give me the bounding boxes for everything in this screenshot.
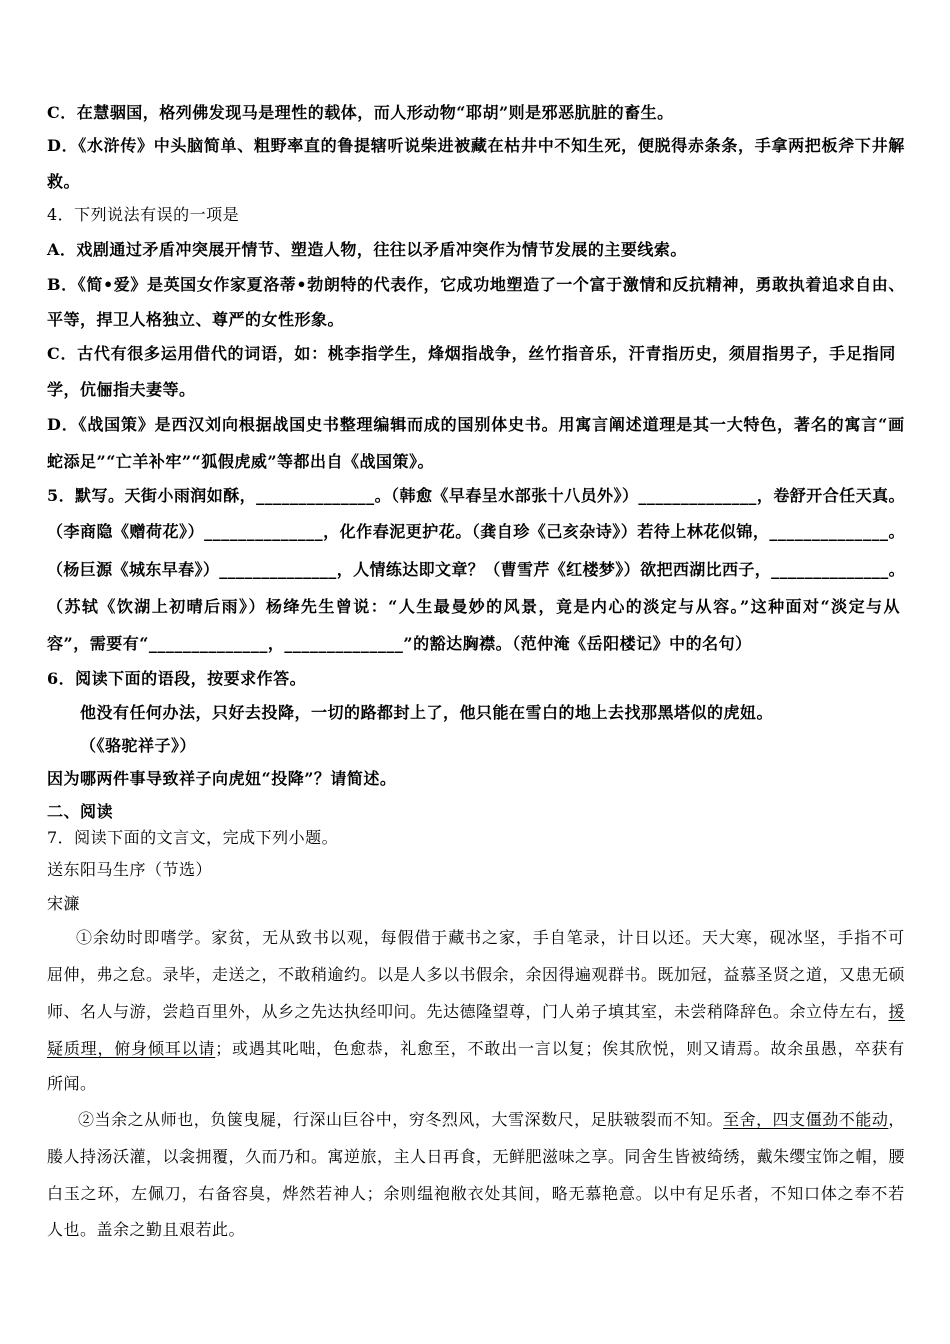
text-segment: 所闻。 [47,1074,97,1093]
q7-para-1-line-1 [76,928,905,948]
q5-line-5: 容”，需要有“______________，______________”的豁达胸襟。（范仲淹《岳阳楼记》中的名句） [47,634,752,653]
q3-option-c: C．在慧骃国，格列佛发现马是理性的载体，而人形动物“耶胡”则是邪恶肮脏的畜生。 [47,103,674,122]
underlined-phrase: 疑质理，俯身倾耳以请 [47,1039,216,1058]
q7-para-2-line-3 [47,1184,905,1204]
q4-stem: 4．下列说法有误的一项是 [47,205,240,224]
text-segment: 师、名人与游，尝趋百里外，从乡之先达执经叩问。先达德隆望尊，门人弟子填其室，未尝稍降辞色。余立侍左右， [47,1002,889,1021]
text-segment: 白玉之环，左佩刀，右备容臭，烨然若神人；余则缊袍敝衣处其间，略无慕艳意。以中有足乐者，不知口体之奉不若 [47,1184,905,1203]
q7-para-1-line-3 [47,1002,905,1022]
q6-question: 因为哪两件事导致祥子向虎妞“投降”？请简述。 [47,769,397,788]
q6-excerpt: 他没有任何办法，只好去投降，一切的路都封上了，他只能在雪白的地上去找那黑塔似的虎妞。 [80,703,774,722]
section-2-heading: 二、阅读 [47,802,114,821]
q4-option-d-line-1: D．《战国策》是西汉刘向根据战国史书整理编辑而成的国别体史书。用寓言阐述道理是其一大特色，著名的寓言“画 [47,415,905,434]
q5-line-1: 5．默写。天街小雨润如酥，______________。（韩愈《早春呈水部张十八员外》）______________，卷舒开合任天真。 [47,486,906,505]
text-segment: ①余幼时即嗜学。家贫，无从致书以观，每假借于藏书之家，手自笔录，计日以还。天大寒，砚冰坚，手指不可 [76,928,905,947]
q4-option-b-line-2: 平等，捍卫人格独立、尊严的女性形象。 [47,310,345,329]
q5-line-4: （苏轼《饮湖上初晴后雨》）杨绛先生曾说：“人生最曼妙的风景，竟是内心的淡定与从容。”这种面对“淡定与从 [47,597,901,616]
q6-excerpt-source: （《骆驼祥子》） [80,736,197,755]
text-segment: ；或遇其叱咄，色愈恭，礼愈至，不敢出一言以复；俟其欣悦，则又请焉。故余虽愚，卒获有 [215,1039,905,1058]
q7-para-2-line-1 [78,1110,905,1130]
underlined-phrase: 援 [888,1002,905,1021]
underlined-phrase: 至舍，四支僵劲不能动 [723,1110,889,1129]
q7-para-1-line-2 [47,965,905,985]
text-segment: ， [888,1110,905,1129]
q7-para-1-line-4 [47,1039,905,1059]
q4-option-b-line-1: B．《简•爱》是英国女作家夏洛蒂•勃朗特的代表作，它成功地塑造了一个富于激情和反抗精神，勇敢执着追求自由、 [47,275,905,294]
text-segment: 屈伸，弗之怠。录毕，走送之，不敢稍逾约。以是人多以书假余，余因得遍观群书。既加冠，益慕圣贤之道，又患无硕 [47,965,906,984]
q4-option-c-line-1: C．古代有很多运用借代的词语，如：桃李指学生，烽烟指战争，丝竹指音乐，汗青指历史，须眉指男子，手足指同 [47,344,896,363]
q7-passage-title: 送东阳马生序（节选） [47,860,213,879]
q7-stem: 7．阅读下面的文言文，完成下列小题。 [47,828,339,847]
q7-para-2-line-2 [47,1147,905,1167]
q5-line-3: （杨巨源《城东早春》）______________，人情练达即文章？（曹雪芹《红楼梦》）欲把西湖比西子，______________。 [47,560,905,579]
q7-para-2-line-4 [47,1220,905,1240]
q7-passage-author: 宋濂 [47,894,81,913]
q4-option-d-line-2: 蛇添足”“亡羊补牢”“狐假虎威”等都出自《战国策》。 [47,452,435,471]
q6-stem: 6．阅读下面的语段，按要求作答。 [47,669,307,688]
q3-option-d-line-1: D．《水浒传》中头脑简单、粗野率直的鲁提辖听说柴进被藏在枯井中不知生死，便脱得赤条条，手拿两把板斧下井解 [47,136,905,155]
q4-option-a: A．戏剧通过矛盾冲突展开情节、塑造人物，往往以矛盾冲突作为情节发展的主要线索。 [47,240,687,259]
q4-option-c-line-2: 学，伉俪指夫妻等。 [47,380,196,399]
q5-line-2: （李商隐《赠荷花》）______________，化作春泥更护花。（龚自珍《己亥杂诗》）若待上林花似锦，______________。 [47,522,905,541]
q3-option-d-line-2: 救。 [47,172,81,191]
text-segment: 人也。盖余之勤且艰若此。 [47,1220,246,1239]
text-segment: ②当余之从师也，负箧曳屣，行深山巨谷中，穷冬烈风，大雪深数尺，足肤皲裂而不知。 [78,1110,724,1129]
q7-para-1-line-5 [47,1074,905,1094]
text-segment: 媵人持汤沃灌，以衾拥覆，久而乃和。寓逆旅，主人日再食，无鲜肥滋味之享。同舍生皆被绮绣，戴朱缨宝饰之帽，腰 [47,1147,906,1166]
